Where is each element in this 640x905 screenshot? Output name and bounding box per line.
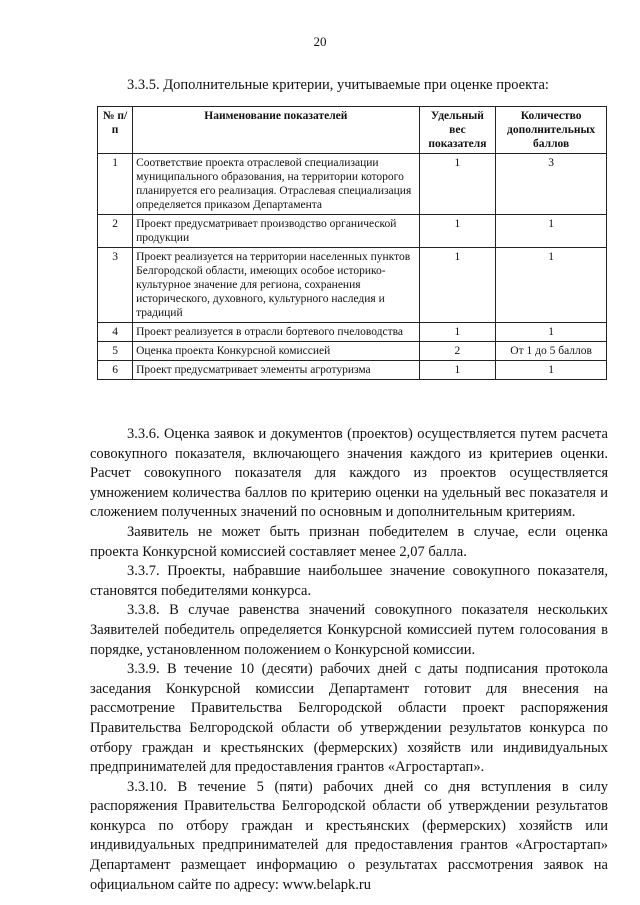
- row-name: Оценка проекта Конкурсной комиссией: [133, 342, 419, 361]
- row-num: 4: [98, 323, 133, 342]
- table-row: [98, 154, 607, 215]
- row-weight: 1: [419, 248, 496, 323]
- table-row: [98, 248, 607, 323]
- header-weight: Удельный вес показателя: [419, 107, 496, 154]
- paragraph-3-3-6: 3.3.6. Оценка заявок и документов (проектов) осуществляется путем расчета совокупного показателя, включающего значения каждого из критериев оценки. Расчет совокупного показателя для каждого из проектов осуществляется умножением количества баллов по критерию оценки на удельный вес показателя и сложением полученных значений по основным и дополнительным критериям.: [90, 426, 608, 521]
- row-name: Соответствие проекта отраслевой специализации муниципального образования, на территории которого планируется его реализация. Отраслевая специализация определяется приказом Департамента: [133, 154, 419, 215]
- row-num: 2: [98, 215, 133, 248]
- table-row: [98, 361, 607, 380]
- row-points: 3: [496, 154, 607, 215]
- row-name: Проект реализуется на территории населенных пунктов Белгородской области, имеющих особое историко-культурное значение для региона, сохранения исторического, духовного, культурного наследия и традиций: [133, 248, 419, 323]
- row-points: 1: [496, 323, 607, 342]
- row-name: Проект предусматривает производство органической продукции: [133, 215, 419, 248]
- row-num: 3: [98, 248, 133, 323]
- table-row: [98, 323, 607, 342]
- row-points: От 1 до 5 баллов: [496, 342, 607, 361]
- row-num: 5: [98, 342, 133, 361]
- row-weight: 1: [419, 361, 496, 380]
- row-weight: 1: [419, 215, 496, 248]
- header-num: № п/п: [98, 107, 133, 154]
- paragraph-3-3-10: 3.3.10. В течение 5 (пяти) рабочих дней со дня вступления в силу распоряжения Правительства Белгородской области об утверждении результатов конкурса по отбору граждан и крестьянских (фермерских) хозяйств или индивидуальных предпринимателей для предоставления грантов «Агростартап» Департамент размещает информацию о результатах рассмотрения заявок на официальном сайте по адресу: www.belapk.ru: [90, 778, 608, 893]
- header-points: Количество дополнительных баллов: [496, 107, 607, 154]
- section-heading: 3.3.5. Дополнительные критерии, учитываемые при оценке проекта:: [127, 77, 549, 93]
- body-text: [90, 425, 608, 895]
- paragraph-3-3-9: 3.3.9. В течение 10 (десяти) рабочих дней с даты подписания протокола заседания Конкурсной комиссии Департамент готовит для внесения на рассмотрение Правительства Белгородской области проект распоряжения Правительства Белгородской области об утверждении результатов конкурса по отбору граждан и крестьянских (фермерских) хозяйств или индивидуальных предпринимателей для предоставления грантов «Агростартап».: [90, 661, 608, 776]
- paragraph-3-3-8: 3.3.8. В случае равенства значений совокупного показателя нескольких Заявителей победитель определяется Конкурсной комиссией путем голосования в порядке, установленном положением о Конкурсной комиссии.: [90, 602, 608, 658]
- table-header-row: [98, 107, 607, 154]
- row-points: 1: [496, 361, 607, 380]
- row-name: Проект предусматривает элементы агротуризма: [133, 361, 419, 380]
- paragraph-applicant-threshold: Заявитель не может быть признан победителем в случае, если оценка проекта Конкурсной комиссией составляет менее 2,07 балла.: [90, 523, 608, 560]
- header-name: Наименование показателей: [133, 107, 419, 154]
- table-row: [98, 215, 607, 248]
- row-weight: 1: [419, 323, 496, 342]
- table-row: [98, 342, 607, 361]
- row-name: Проект реализуется в отрасли бортевого пчеловодства: [133, 323, 419, 342]
- page-number: 20: [313, 34, 327, 49]
- paragraph-3-3-7: 3.3.7. Проекты, набравшие наибольшее значение совокупного показателя, становятся победителями конкурса.: [90, 563, 608, 599]
- row-points: 1: [496, 215, 607, 248]
- row-num: 1: [98, 154, 133, 215]
- row-weight: 1: [419, 154, 496, 215]
- row-weight: 2: [419, 342, 496, 361]
- criteria-table: [97, 106, 607, 380]
- row-num: 6: [98, 361, 133, 380]
- row-points: 1: [496, 248, 607, 323]
